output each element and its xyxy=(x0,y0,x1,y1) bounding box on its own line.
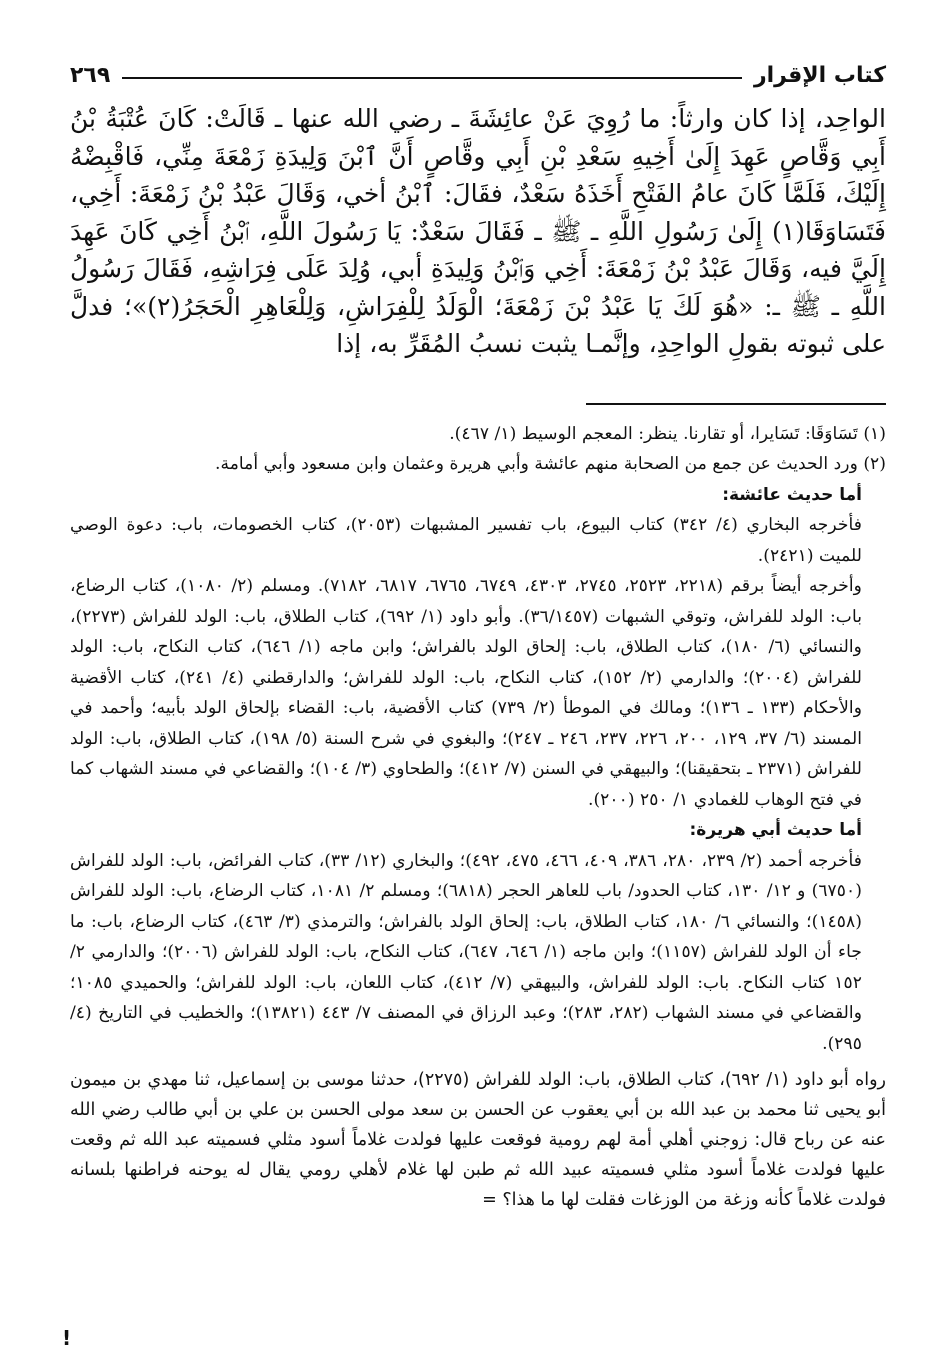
page-number: ٢٦٩ xyxy=(70,62,111,88)
aisha-heading: أما حديث عائشة: xyxy=(722,484,862,505)
aisha-bukhari: فأخرجه البخاري (٤/ ٣٤٢) كتاب البيوع، باب تفسير المشبهات (٢٠٥٣)، كتاب الخصومات، باب: دعوة الوصي للميت (٢٤٢١). xyxy=(70,515,862,566)
abuhurayra-heading: أما حديث أبي هريرة: xyxy=(689,820,862,840)
footnotes xyxy=(70,419,886,1216)
main-text xyxy=(70,100,886,363)
footnote-1: (١) تَسَاوَقَا: تَسَايرا، أو تقارنا. ينظر: المعجم الوسيط (١/ ٤٦٧). xyxy=(449,423,886,444)
bottom-mark: ! xyxy=(62,1326,72,1350)
abuhurayra-sources: فأخرجه أحمد (٢/ ٢٣٩، ٢٨٠، ٣٨٦، ٤٠٩، ٤٦٦، ٤٧٥، ٤٩٢)؛ والبخاري (١٢/ ٣٣)، كتاب الفرائض، باب: الولد للفراش (٦٧٥٠) و ١٢/ ١٣٠، كتاب الحدود/ باب للعاهر الحجر (٦٨١٨)؛ ومسلم ٢/ ١٠٨١، كتاب الرضاع، باب: الولد للفراش (١٤٥٨)؛ والنسائي ٦/ ١٨٠، كتاب الطلاق، باب: إلحاق الولد بالفراش؛ والترمذي (٣/ ٤٦٣)، كتاب الرضاع، باب: ما جاء أن الولد للفراش (١١٥٧)؛ وابن ماجه (١/ ٦٤٦، ٦٤٧)، كتاب النكاح، باب: الولد للفراش (٢٠٠٦)؛ والدارمي ٢/ ١٥٢ كتاب النكاح. باب: الولد للفراش، والبيهقي (٧/ ٤١٢)، كتاب اللعان، باب: الولد للفراش؛ والحميدي ١٠٨٥؛ والقضاعي في مسند الشهاب (٢٨٢، ٢٨٣)؛ وعبد الرزاق في المصنف ٧/ ٤٤٣ (١٣٨٢١)؛ والخطيب في التاريخ (٤/ ٢٩٥). xyxy=(70,850,862,1054)
book-page xyxy=(70,58,886,1340)
footnote-separator xyxy=(586,403,886,405)
footnote-2: (٢) ورد الحديث عن جمع من الصحابة منهم عائشة وأبي هريرة وعثمان وابن مسعود وأبي أمامة. xyxy=(215,454,886,474)
running-header xyxy=(70,58,886,92)
header-rule xyxy=(122,77,742,79)
aisha-others: وأخرجه أيضاً برقم (٢٢١٨، ٢٥٢٣، ٢٧٤٥، ٤٣٠٣، ٦٧٤٩، ٦٧٦٥، ٦٨١٧، ٧١٨٢). ومسلم (٢/ ١٠٨٠)، كتاب الرضاع، باب: الولد للفراش، وتوقي الشبهات (٣٦/١٤٥٧). وأبو داود (١/ ٦٩٢)، كتاب الطلاق، باب: الولد للفراش (٢٢٧٣)، والنسائي (٦/ ١٨٠)، كتاب الطلاق، باب: إلحاق الولد بالفراش؛ وابن ماجه (١/ ٦٤٦)، كتاب النكاح، باب: الولد للفراش (٢٠٠٤)؛ والدارمي (٢/ ١٥٢)، كتاب النكاح، باب: الولد للفراش؛ والدارقطني (٤/ ٢٤١)، كتاب الأقضية والأحكام (١٣٣ ـ ١٣٦)؛ ومالك في الموطأ (٢/ ٧٣٩) كتاب الأقضية، باب: القضاء بإلحاق الولد بأبيه؛ وأحمد في المسند (٦/ ٣٧، ١٢٩، ٢٠٠، ٢٢٦، ٢٣٧، ٢٤٦ ـ ٢٤٧)؛ والبغوي في شرح السنة (٥/ ١٩٨)، كتاب الطلاق، باب: الولد للفراش (٢٣٧١ ـ بتحقيقنا)؛ والبيهقي في السنن (٧/ ٤١٢)؛ والطحاوي (٣/ ١٠٤)؛ والقضاعي في مسند الشهاب كما في فتح الوهاب للغمادي ١/ ٢٥٠ (٢٠٠). xyxy=(70,576,863,810)
main-paragraph: الواحِد، إذا كان وارثاً: ما رُوِيَ عَنْ عائِشَةَ ـ رضي الله عنها ـ قَالَتْ: كَانَ عُتْبَةُ بْنُ أَبِي وَقَّاصٍ عَهِدَ إِلَىٰ أَخِيهِ سَعْدِ بْنِ أَبِي وقَّاصٍ أَنَّ ٱبْنَ وَلِيدَةِ زَمْعَةَ مِنِّي، فَاقْبِضْهُ إِلَيْكَ، فَلَمَّا كَانَ عامُ الفَتْحِ أَخَذَهُ سَعْدٌ، فقَالَ: ٱبْنُ أخي، وَقَالَ عَبْدُ بْنُ زَمْعَةَ: أَخِي، فَتَسَاوَقَا(١) إِلَىٰ رَسُولِ اللَّهِ ـ ﷺ ـ فَقَالَ سَعْدٌ: يَا رَسُولَ اللَّهِ، ٱبْنُ أَخِي كَانَ عَهِدَ إِلَيَّ فيه، وَقَالَ عَبْدُ بْنُ زَمْعَةَ: أَخِي وَٱبْنُ وَلِيدَةِ أبي، وُلِدَ عَلَى فِرَاشِهِ، فَقَالَ رَسُولُ اللَّهِ ـ ﷺ ـ: «هُوَ لَكَ يَا عَبْدُ بْنَ زَمْعَةَ؛ الْوَلَدُ لِلْفِرَاشِ، وَلِلْعَاهِرِ الْحَجَرُ(٢)»؛ فدلَّ على ثبوته بقولِ الواحِدِ، وإنَّمـا يثبت نسبُ المُقَرِّ به، إذا xyxy=(70,104,886,358)
abudawud-narration: رواه أبو داود (١/ ٦٩٢)، كتاب الطلاق، باب: الولد للفراش (٢٢٧٥)، حدثنا موسى بن إسماعيل، ثنا مهدي بن ميمون أبو يحيى ثنا محمد بن عبد الله بن أبي يعقوب عن الحسن بن سعد مولى الحسن بن علي بن أبي طالب رضي الله عنه عن رباح قال: زوجني أهلي أمة لهم رومية فوقعت عليها فولدت غلاماً أسود مثلي فسميته عبد الله ثم وقعت عليها فولدت غلاماً أسود مثلي فسميته عبيد الله ثم طبن لها غلام لأهلي رومي يقال له يوحنه فراطنها بلسانه فولدت غلاماً كأنه وزغة من الوزغات فقلت لها ما هذا؟ = xyxy=(70,1070,887,1210)
chapter-title: كتاب الإقرار xyxy=(753,62,886,88)
